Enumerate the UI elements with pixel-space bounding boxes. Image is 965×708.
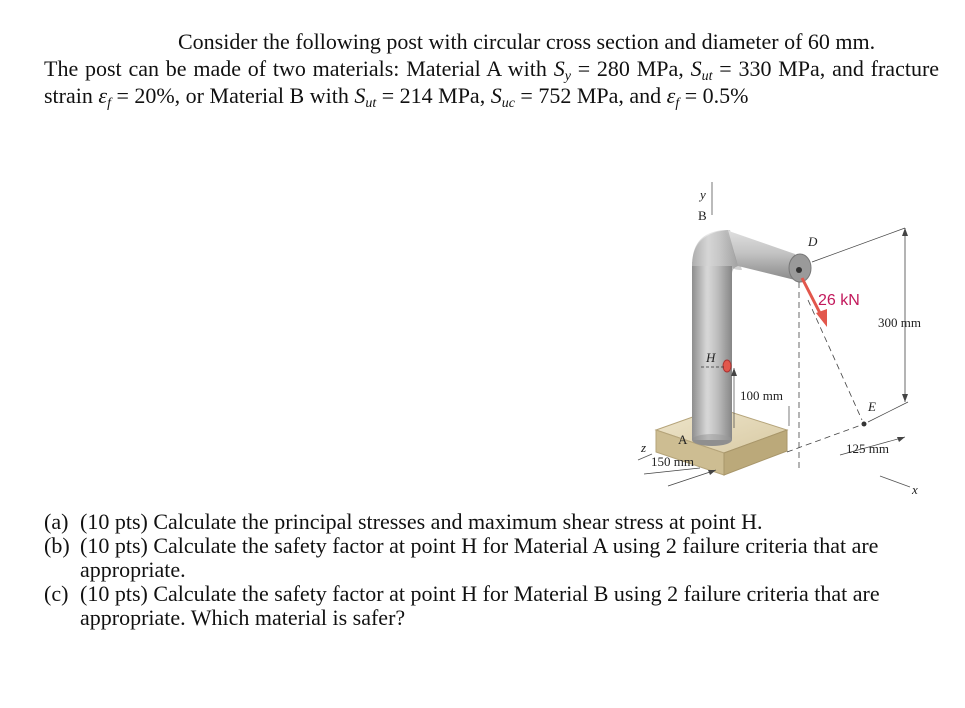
symbol: S [690,56,702,81]
label-E: E [868,399,876,414]
label-y: y [700,187,706,202]
subscript: f [107,96,111,111]
dim-300: 300 mm [878,315,921,330]
label-H: H [706,350,716,365]
question-text: (10 pts) Calculate the safety factor at point H for Material A using 2 failure criteria that are appropriate. [80,533,879,582]
statement-text: = 214 MPa, [381,83,486,108]
dim-100: 100 mm [740,388,783,403]
symbol: S [354,83,366,108]
question-label: (c) [44,581,69,606]
question-label: (a) [44,509,69,534]
statement-text: = 330 MPa, and fracture strain [44,56,940,108]
question-c [44,582,939,630]
dim-125: 125 mm [846,441,889,456]
subscript: uc [501,96,515,111]
label-D: D [808,234,818,249]
statement-text: = 20%, or Material B with [116,83,349,108]
statement-text: The post can be made of two materials: Material A with [44,56,547,81]
subscript: ut [701,69,713,84]
statement-text: = 0.5% [684,83,749,108]
subscript: ut [365,96,377,111]
label-z: z [641,440,647,455]
symbol: S [490,83,502,108]
question-b [44,534,939,582]
dim-150: 150 mm [651,454,694,469]
symbol: ε [98,83,108,108]
statement-text: = 280 MPa, [577,56,684,81]
point-D-marker [796,267,802,273]
symbol: S [553,56,565,81]
question-list [44,510,939,630]
force-label: 26 kN [818,292,860,309]
label-x: x [912,482,918,497]
label-B: B [698,208,707,223]
post-arm [726,230,795,280]
question-a [44,510,939,534]
symbol: ε [666,83,676,108]
question-label: (b) [44,533,70,558]
point-H-marker [723,360,731,372]
question-text: (10 pts) Calculate the safety factor at point H for Material B using 2 failure criteria that are appropriate. Which material is safer? [80,581,880,630]
statement-text: = 752 MPa, and [520,83,662,108]
load-line [808,300,862,420]
subscript: f [675,96,680,111]
problem-intro-line: Consider the following post with circular cross section and diameter of 60 mm. [178,29,876,54]
question-text: (10 pts) Calculate the principal stresses and maximum shear stress at point H. [80,509,763,534]
label-A: A [678,432,688,447]
subscript: y [564,69,571,84]
